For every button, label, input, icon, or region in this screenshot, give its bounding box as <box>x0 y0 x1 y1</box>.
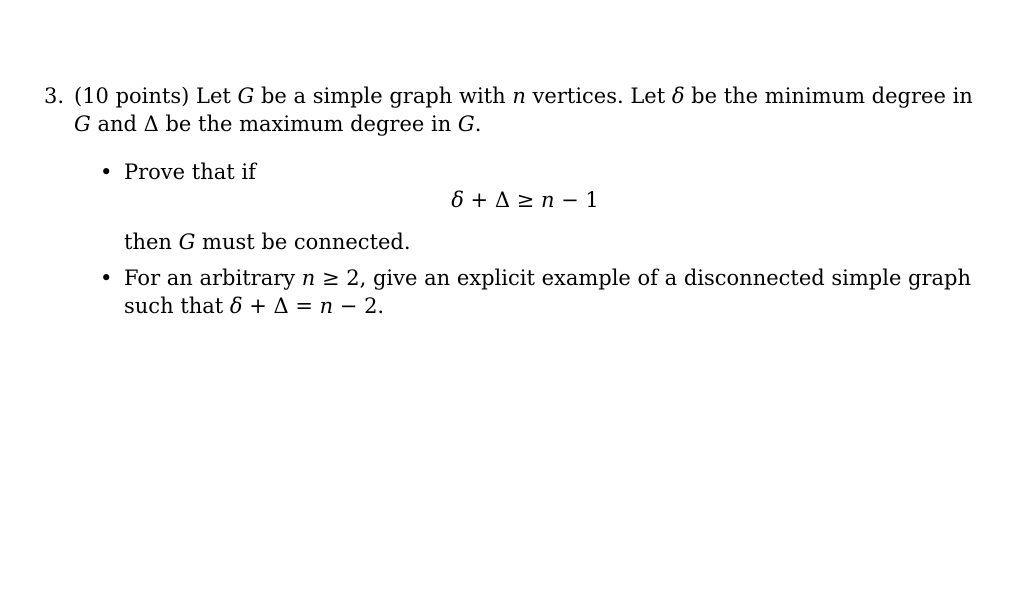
math-var: G <box>74 112 91 136</box>
problem-text: and Δ be the maximum degree in <box>90 112 458 136</box>
problem-text: . <box>474 112 482 136</box>
display-equation <box>0 186 1024 214</box>
problem-text: be the minimum degree in <box>684 84 973 108</box>
bullet-1-conclusion <box>124 228 411 256</box>
bullet-item-2 <box>100 264 972 320</box>
problem-line-1 <box>44 82 973 110</box>
bullet-text: such that <box>124 294 230 318</box>
problem-number: 3. <box>44 84 65 108</box>
bullet-row-cont <box>100 292 960 320</box>
math-var: G <box>457 112 475 136</box>
math-var: δ <box>229 294 243 318</box>
bullet-text: then <box>124 230 179 254</box>
bullet-icon: • <box>100 160 113 184</box>
math-var: G <box>178 230 196 254</box>
math-var: δ <box>451 188 464 212</box>
problem-statement <box>44 82 973 138</box>
math-var: n <box>512 84 526 108</box>
bullet-text: ≥ 2, give an explicit example of a disconnected simple graph <box>315 266 972 290</box>
problem-text: (10 points) Let <box>74 84 238 108</box>
problem-text: vertices. Let <box>525 84 672 108</box>
bullet-item-1 <box>100 158 960 186</box>
bullet-text: must be connected. <box>195 230 411 254</box>
math-op: + Δ = <box>242 294 320 318</box>
math-op: − 1 <box>554 188 599 212</box>
equation-content <box>451 186 599 214</box>
math-var: G <box>237 84 255 108</box>
problem-line-2 <box>44 110 944 138</box>
bullet-row <box>100 264 972 292</box>
bullet-text: Prove that if <box>124 160 256 184</box>
math-var: n <box>540 188 555 212</box>
bullet-text: For an arbitrary <box>124 266 302 290</box>
math-var: n <box>301 266 316 290</box>
bullet-icon: • <box>100 266 113 290</box>
math-var: n <box>319 294 334 318</box>
problem-text: be a simple graph with <box>254 84 513 108</box>
math-op: − 2. <box>333 294 385 318</box>
math-var: δ <box>671 84 685 108</box>
bullet-row <box>100 158 960 186</box>
math-op: + Δ ≥ <box>463 188 541 212</box>
